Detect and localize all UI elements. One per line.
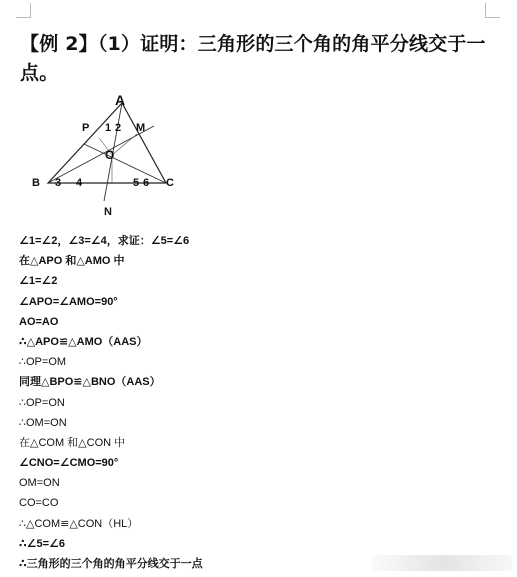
label-o: O [105,148,115,162]
proof-line: 同理△BPO≌△BNO（AAS） [19,376,161,389]
proof-line: ∠1=∠2 [19,275,58,288]
label-a: A [115,92,126,108]
proof-line: OM=ON [19,477,60,490]
label-angle-2: 2 [115,122,122,134]
label-c: C [166,177,174,189]
proof-line: ∴OP=OM [19,356,67,369]
label-angle-6: 6 [143,177,150,189]
label-n: N [104,206,112,218]
bisector-from-c [84,144,166,183]
watermark [372,555,512,571]
proof-line: ∴∠5=∠6 [19,537,66,550]
example-title: 【例 2】（1）证明：三角形的三个角的角平分线交于一点。 [20,33,486,84]
page-corner-mark-right [485,3,500,18]
label-b: B [32,177,40,189]
proof-line: ∴OM=ON [19,416,67,429]
label-angle-1: 1 [105,122,112,134]
proof-line: ∴三角形的三个角的角平分线交于一点 [19,558,203,570]
page-corner-mark-left [16,3,31,18]
proof-line: ∠CNO=∠CMO=90° [19,457,119,470]
bisector-from-b [48,126,154,183]
proof-line: CO=CO [19,497,59,510]
proof-line: 在△COM 和△CON 中 [19,436,126,449]
proof-line: ∠1=∠2，∠3=∠4，求证：∠5=∠6 [19,235,190,247]
proof-line: 在△APO 和△AMO 中 [19,255,125,268]
proof-steps [19,231,499,574]
proof-line: ∴△COM≌△CON（HL） [19,517,139,530]
triangle-figure [24,88,184,218]
label-m: M [136,122,146,134]
label-p: P [82,122,90,134]
label-angle-5: 5 [133,177,140,189]
label-angle-4: 4 [76,177,83,189]
triangle-abc [48,103,166,183]
proof-line: ∴△APO≌△AMO（AAS） [19,335,148,348]
label-angle-3: 3 [55,177,62,189]
proof-line: ∠APO=∠AMO=90° [19,295,118,308]
proof-line: AO=AO [19,315,59,328]
proof-line: ∴OP=ON [19,396,65,409]
